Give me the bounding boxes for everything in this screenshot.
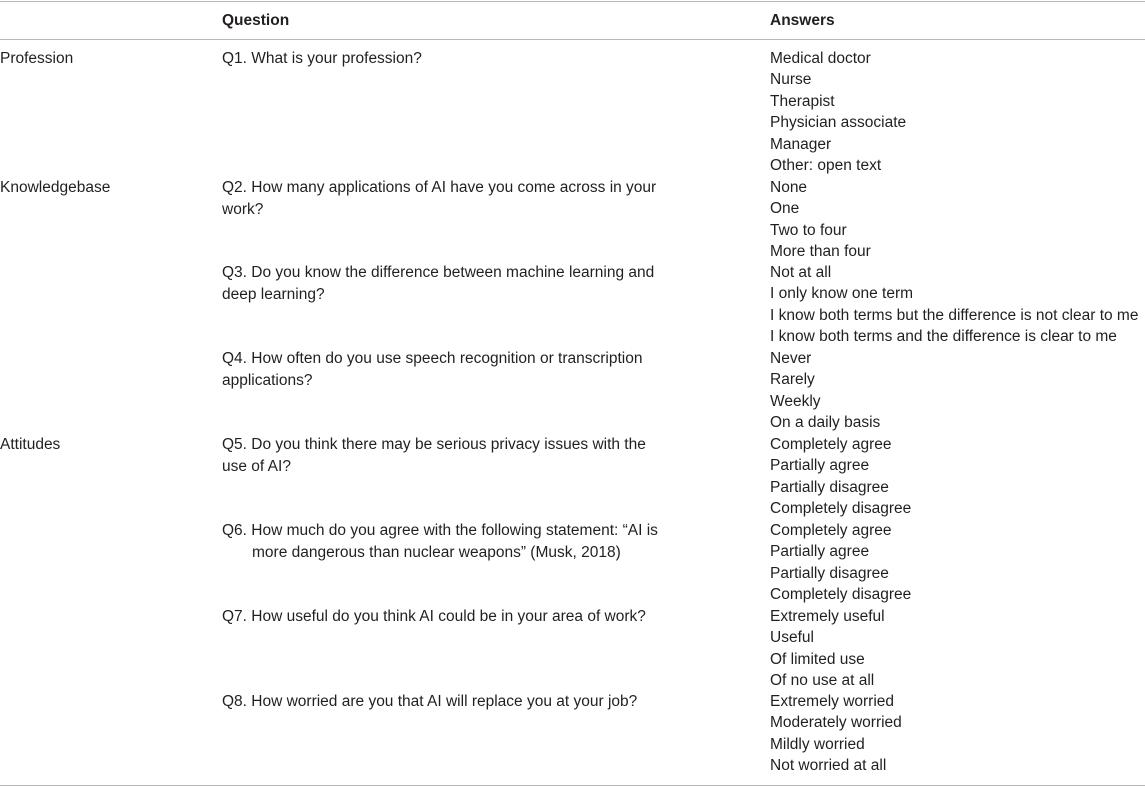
- category-attitudes: Attitudes: [0, 436, 61, 453]
- answer-option: More than four: [770, 243, 871, 261]
- question-q8: Q8. How worried are you that AI will replace you at your job?: [222, 693, 638, 710]
- question-q6: Q6. How much do you agree with the following statement: “AI is more dangerous than nuclear weapons” (Musk, 2018): [222, 522, 658, 561]
- column-header-answers: Answers: [770, 12, 835, 29]
- answer-option: Completely disagree: [770, 500, 912, 518]
- answer-option: Nurse: [770, 71, 812, 89]
- answer-option: Partially disagree: [770, 478, 889, 496]
- answers-q2: [770, 177, 1145, 263]
- column-header-question: Question: [222, 12, 290, 29]
- answer-option: I know both terms and the difference is clear to me: [770, 328, 1117, 346]
- question-q7: Q7. How useful do you think AI could be in your area of work?: [222, 608, 646, 625]
- answer-option: I only know one term: [770, 285, 914, 303]
- question-q2: Q2. How many applications of AI have you come across in your work?: [222, 179, 657, 218]
- category-knowledgebase: Knowledgebase: [0, 179, 111, 196]
- answers-q8: [770, 691, 1145, 777]
- question-q3: Q3. Do you know the difference between machine learning and deep learning?: [222, 264, 655, 303]
- header-rule: [0, 39, 1145, 40]
- answer-option: Of limited use: [770, 650, 865, 668]
- answer-option: Moderately worried: [770, 714, 902, 732]
- question-q1: Q1. What is your profession?: [222, 50, 422, 67]
- answer-option: Weekly: [770, 392, 821, 410]
- answer-option: Two to four: [770, 221, 847, 239]
- answer-option: Not worried at all: [770, 757, 887, 775]
- answer-option: Never: [770, 350, 812, 367]
- answer-option: None: [770, 179, 808, 196]
- answer-option: Completely agree: [770, 436, 892, 453]
- answer-option: Other: open text: [770, 157, 882, 175]
- answer-option: I know both terms but the difference is not clear to me: [770, 306, 1139, 324]
- answer-option: Physician associate: [770, 114, 907, 132]
- answer-option: Not at all: [770, 264, 832, 281]
- answer-option: On a daily basis: [770, 414, 881, 432]
- table-top-rule: [0, 1, 1145, 2]
- question-q5: Q5. Do you think there may be serious privacy issues with the use of AI?: [222, 436, 646, 475]
- answers-q4: [770, 348, 1145, 434]
- answers-q1: [770, 48, 1145, 177]
- answers-q6: [770, 520, 1145, 606]
- answer-option: Partially agree: [770, 543, 870, 561]
- answers-q7: [770, 606, 1145, 692]
- answer-option: Useful: [770, 629, 814, 647]
- answer-option: Of no use at all: [770, 672, 875, 690]
- table-bottom-rule: [0, 785, 1145, 786]
- answer-option: Partially agree: [770, 457, 870, 475]
- answer-option: Medical doctor: [770, 50, 871, 67]
- answer-option: Rarely: [770, 371, 815, 389]
- category-profession: Profession: [0, 50, 74, 67]
- answer-option: Mildly worried: [770, 735, 865, 753]
- answer-option: Extremely worried: [770, 693, 895, 710]
- answer-option: Manager: [770, 135, 832, 153]
- answer-option: Extremely useful: [770, 608, 885, 625]
- answer-option: Completely disagree: [770, 586, 912, 604]
- question-q4: Q4. How often do you use speech recognition or transcription applications?: [222, 350, 643, 389]
- answers-q3: [770, 262, 1145, 348]
- answer-option: One: [770, 200, 800, 218]
- answer-option: Partially disagree: [770, 564, 889, 582]
- answers-q5: [770, 434, 1145, 520]
- answer-option: Therapist: [770, 92, 835, 110]
- answer-option: Completely agree: [770, 522, 892, 539]
